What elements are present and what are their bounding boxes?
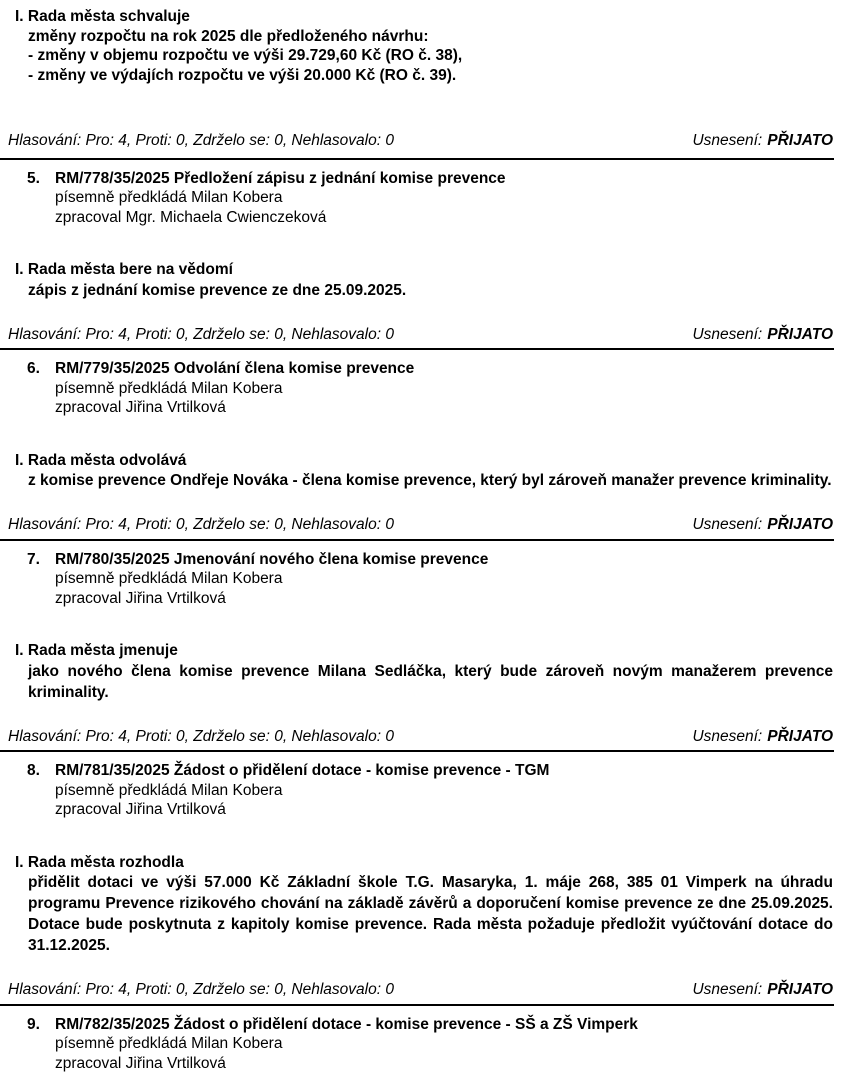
item-title: RM/779/35/2025 Odvolání člena komise prevence <box>55 360 415 377</box>
resolution-heading: I. Rada města jmenuje <box>15 642 178 659</box>
item-number: 9. <box>27 1015 40 1033</box>
resolution-line: - změny v objemu rozpočtu ve výši 29.729,60 Kč (RO č. 38), <box>28 47 463 64</box>
resolution-line: - změny ve výdajích rozpočtu ve výši 20.000 Kč (RO č. 39). <box>28 66 457 84</box>
item-author: zpracoval Mgr. Michaela Cwienczeková <box>55 208 327 226</box>
item-author: zpracoval Jiřina Vrtilková <box>55 1054 226 1072</box>
status-value: PŘIJATO <box>767 727 833 745</box>
status-label: Usnesení: <box>692 981 763 998</box>
status-label: Usnesení: <box>692 132 763 149</box>
item-submitter: písemně předkládá Milan Kobera <box>55 189 283 206</box>
item-submitter: písemně předkládá Milan Kobera <box>55 1035 283 1052</box>
resolution-status <box>692 515 833 535</box>
voting-tally: Hlasování: Pro: 4, Proti: 0, Zdrželo se: 0, Nehlasovalo: 0 <box>8 727 394 745</box>
item-number: 7. <box>27 550 40 568</box>
voting-row <box>8 727 833 747</box>
voting-tally: Hlasování: Pro: 4, Proti: 0, Zdrželo se: 0, Nehlasovalo: 0 <box>8 981 394 998</box>
voting-row <box>8 325 833 345</box>
resolution-status <box>692 980 833 1000</box>
item-header <box>27 761 841 781</box>
agenda-item-8 <box>0 752 841 1006</box>
resolution-text: zápis z jednání komise prevence ze dne 25.09.2025. <box>28 281 407 299</box>
item-submitter: písemně předkládá Milan Kobera <box>55 570 283 587</box>
resolution-text: jako nového člena komise prevence Milana Sedláčka, který bude zároveň novým manažerem prevence kriminality. <box>28 662 833 701</box>
agenda-item-9 <box>0 1006 841 1074</box>
resolution-status <box>692 131 833 151</box>
voting-tally: Hlasování: Pro: 4, Proti: 0, Zdrželo se: 0, Nehlasovalo: 0 <box>8 516 394 533</box>
resolution-heading: I. Rada města schvaluje <box>15 8 190 25</box>
resolution-status <box>692 727 833 747</box>
status-value: PŘIJATO <box>767 981 833 998</box>
resolution-block-previous-item <box>0 0 841 160</box>
item-header <box>27 550 841 570</box>
item-header <box>27 1015 841 1035</box>
item-title: RM/782/35/2025 Žádost o přidělení dotace - komise prevence - SŠ a ZŠ Vimperk <box>55 1015 638 1033</box>
item-number: 5. <box>27 169 40 187</box>
agenda-item-5 <box>0 160 841 351</box>
resolution-status <box>692 325 833 345</box>
status-value: PŘIJATO <box>767 516 833 533</box>
status-value: PŘIJATO <box>767 325 833 343</box>
voting-row <box>8 515 833 535</box>
item-number: 6. <box>27 360 40 377</box>
item-number: 8. <box>27 762 40 779</box>
resolution-text: z komise prevence Ondřeje Nováka - člena komise prevence, který byl zároveň manažer prevence kriminality. <box>28 472 832 489</box>
voting-row <box>8 131 833 151</box>
agenda-item-6 <box>0 350 841 541</box>
voting-tally: Hlasování: Pro: 4, Proti: 0, Zdrželo se: 0, Nehlasovalo: 0 <box>8 132 394 149</box>
item-author: zpracoval Jiřina Vrtilková <box>55 399 226 416</box>
status-label: Usnesení: <box>692 727 763 745</box>
resolution-heading: I. Rada města odvolává <box>15 451 187 469</box>
resolution-text: přidělit dotaci ve výši 57.000 Kč Základní škole T.G. Masaryka, 1. máje 268, 385 01 Vimperk na úhradu programu Prevence rizikového chování na základě závěrů a doporučení komise prevence ze dne 25.09.2025. Dotace bude poskytnuta z kapitoly komise prevence. Rada města požaduje předložit vyúčtování dotace do 31.12.2025. <box>28 874 833 954</box>
item-title: RM/781/35/2025 Žádost o přidělení dotace - komise prevence - TGM <box>55 762 550 779</box>
item-title: RM/778/35/2025 Předložení zápisu z jednání komise prevence <box>55 169 506 187</box>
status-label: Usnesení: <box>692 516 763 533</box>
resolution-heading: I. Rada města bere na vědomí <box>15 261 233 278</box>
voting-tally: Hlasování: Pro: 4, Proti: 0, Zdrželo se: 0, Nehlasovalo: 0 <box>8 325 394 343</box>
item-author: zpracoval Jiřina Vrtilková <box>55 801 226 818</box>
item-header <box>27 169 841 189</box>
item-title: RM/780/35/2025 Jmenování nového člena komise prevence <box>55 550 489 568</box>
item-header <box>27 359 841 379</box>
resolution-line: změny rozpočtu na rok 2025 dle předloženého návrhu: <box>28 27 429 45</box>
resolution-heading: I. Rada města rozhodla <box>15 853 184 871</box>
item-submitter: písemně předkládá Milan Kobera <box>55 781 283 799</box>
item-author: zpracoval Jiřina Vrtilková <box>55 589 226 607</box>
voting-row <box>8 980 833 1000</box>
agenda-item-7 <box>0 541 841 753</box>
item-submitter: písemně předkládá Milan Kobera <box>55 379 283 397</box>
status-label: Usnesení: <box>692 325 763 343</box>
status-value: PŘIJATO <box>767 132 833 149</box>
